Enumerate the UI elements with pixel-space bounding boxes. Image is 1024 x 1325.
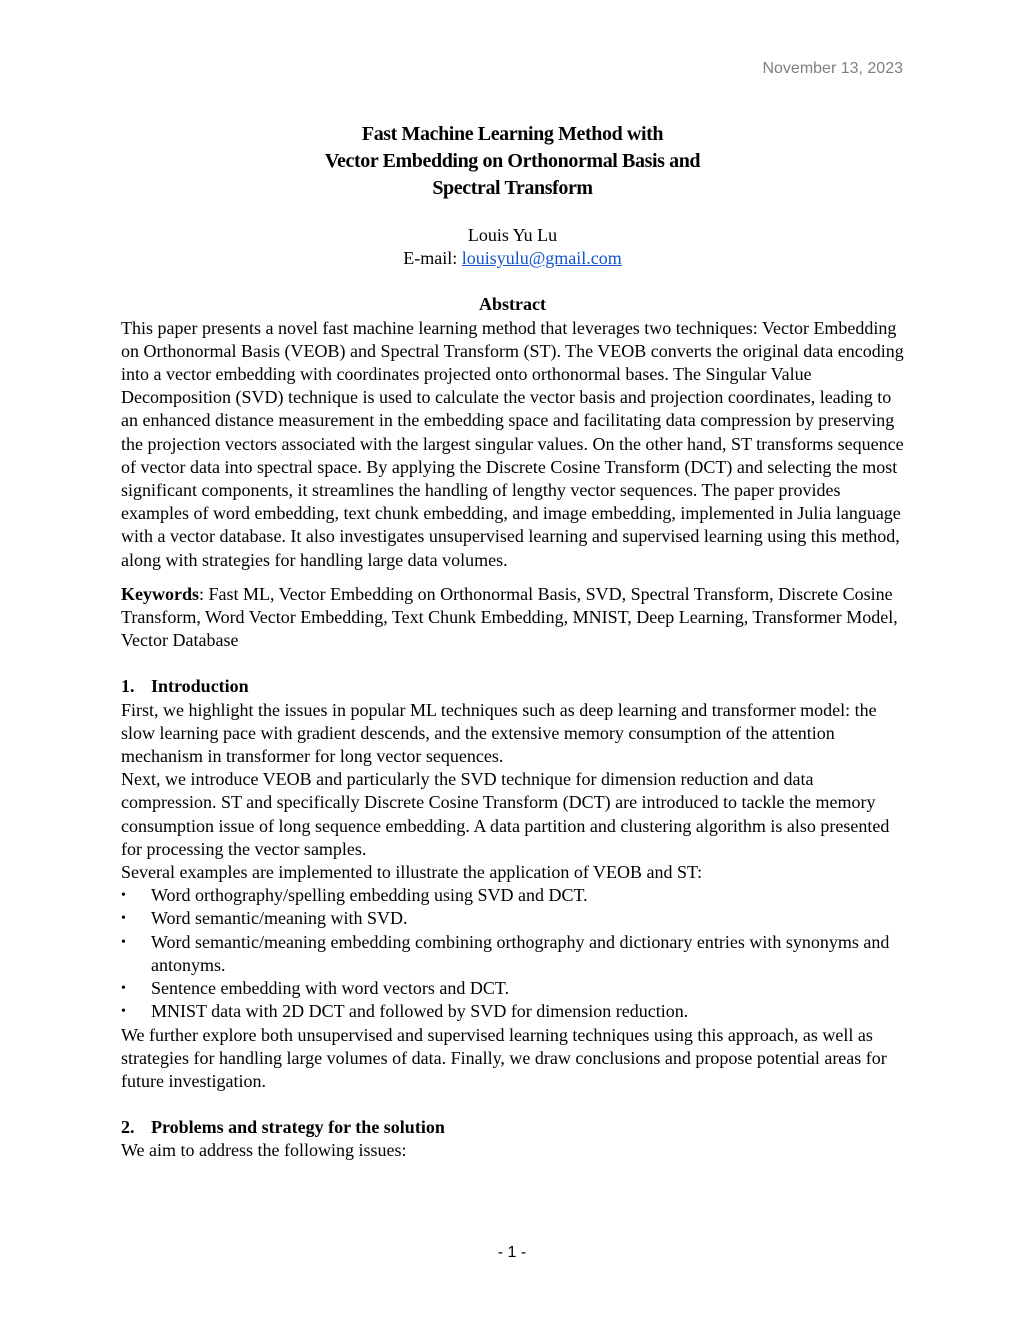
title-line-3: Spectral Transform <box>432 177 593 199</box>
section-2-para-1: We aim to address the following issues: <box>121 1140 407 1161</box>
title-line-1: Fast Machine Learning Method with <box>361 123 664 145</box>
list-item <box>121 907 904 930</box>
keywords-text: : Fast ML, Vector Embedding on Orthonormal Basis, SVD, Spectral Transform, Discrete Cosine Transform, Word Vector Embedding, Text Chunk Embedding, MNIST, Deep Learning, Transformer Model, Vector Database <box>121 583 898 651</box>
bullet-icon: • <box>121 934 126 950</box>
bullet-icon: • <box>121 888 126 904</box>
bullet-icon: • <box>121 1004 126 1020</box>
paper-title <box>121 121 904 202</box>
list-item-text: Word semantic/meaning embedding combining orthography and dictionary entries with synonyms and antonyms. <box>151 931 890 975</box>
abstract-text: This paper presents a novel fast machine learning method that leverages two techniques: Vector Embedding on Orthonormal Basis (VEOB) and Spectral Transform (ST). The VEOB converts the original data encoding into a vector embedding with coordinates projected onto orthonormal bases. The Singular Value Decomposition (SVD) technique is used to calculate the vector basis and projection coordinates, leading to an enhanced distance measurement in the embedding space and facilitating data compression by preserving the projection vectors associated with the largest singular values. On the other hand, ST transforms sequence of vector data into spectral space. By applying the Discrete Cosine Transform (DCT) and selecting the most significant components, it streamlines the handling of lengthy vector sequences. The paper provides examples of word embedding, text chunk embedding, and image embedding, implemented in Julia language with a vector database. It also investigates unsupervised learning and supervised learning using this method, along with strategies for handling large data volumes. <box>121 317 904 570</box>
abstract-heading: Abstract <box>479 294 546 315</box>
list-item <box>121 931 904 977</box>
list-item <box>121 884 904 907</box>
keywords-label: Keywords <box>121 583 199 604</box>
email-label: E-mail: <box>403 248 462 269</box>
section-1-number: 1. <box>121 676 135 697</box>
page-number: - 1 - <box>497 1244 527 1261</box>
section-1-para-2: Next, we introduce VEOB and particularly the SVD technique for dimension reduction and data compression. ST and specifically Discrete Cosine Transform (DCT) are introduced to tackle the memory consumption issue of long sequence embedding. A data partition and clustering algorithm is also presented for processing the vector samples. <box>121 769 890 859</box>
section-2-number: 2. <box>121 1117 135 1138</box>
examples-list <box>121 884 904 1023</box>
section-2-title: Problems and strategy for the solution <box>151 1117 445 1138</box>
section-1-para-4: We further explore both unsupervised and supervised learning techniques using this approach, as well as strategies for handling large volumes of data. Finally, we draw conclusions and propose potential areas for future investigation. <box>121 1024 887 1091</box>
bullet-icon: • <box>121 911 126 927</box>
author-block <box>121 224 904 270</box>
list-item <box>121 977 904 1000</box>
list-item-text: Sentence embedding with word vectors and DCT. <box>151 978 510 999</box>
section-1-heading <box>121 675 904 698</box>
author-name: Louis Yu Lu <box>467 225 558 245</box>
list-item-text: MNIST data with 2D DCT and followed by SVD for dimension reduction. <box>151 1001 689 1022</box>
email-link[interactable]: louisyulu@gmail.com <box>461 248 622 269</box>
header-date: November 13, 2023 <box>762 60 903 77</box>
keywords-paragraph <box>121 583 904 653</box>
list-item-text: Word orthography/spelling embedding using SVD and DCT. <box>151 885 588 906</box>
paper-body <box>121 121 904 1163</box>
section-1-para-1: First, we highlight the issues in popular ML techniques such as deep learning and transformer model: the slow learning pace with gradient descends, and the extensive memory consumption of the attention mechanism in transformer for long vector sequences. <box>121 699 877 767</box>
title-line-2: Vector Embedding on Orthonormal Basis and <box>324 150 701 172</box>
list-item-text: Word semantic/meaning with SVD. <box>151 908 408 929</box>
section-1-para-3: Several examples are implemented to illustrate the application of VEOB and ST: <box>121 862 703 883</box>
list-item <box>121 1000 904 1023</box>
author-email-line <box>121 247 904 270</box>
bullet-icon: • <box>121 981 126 997</box>
section-1-title: Introduction <box>151 676 249 697</box>
section-2-heading <box>121 1116 904 1139</box>
